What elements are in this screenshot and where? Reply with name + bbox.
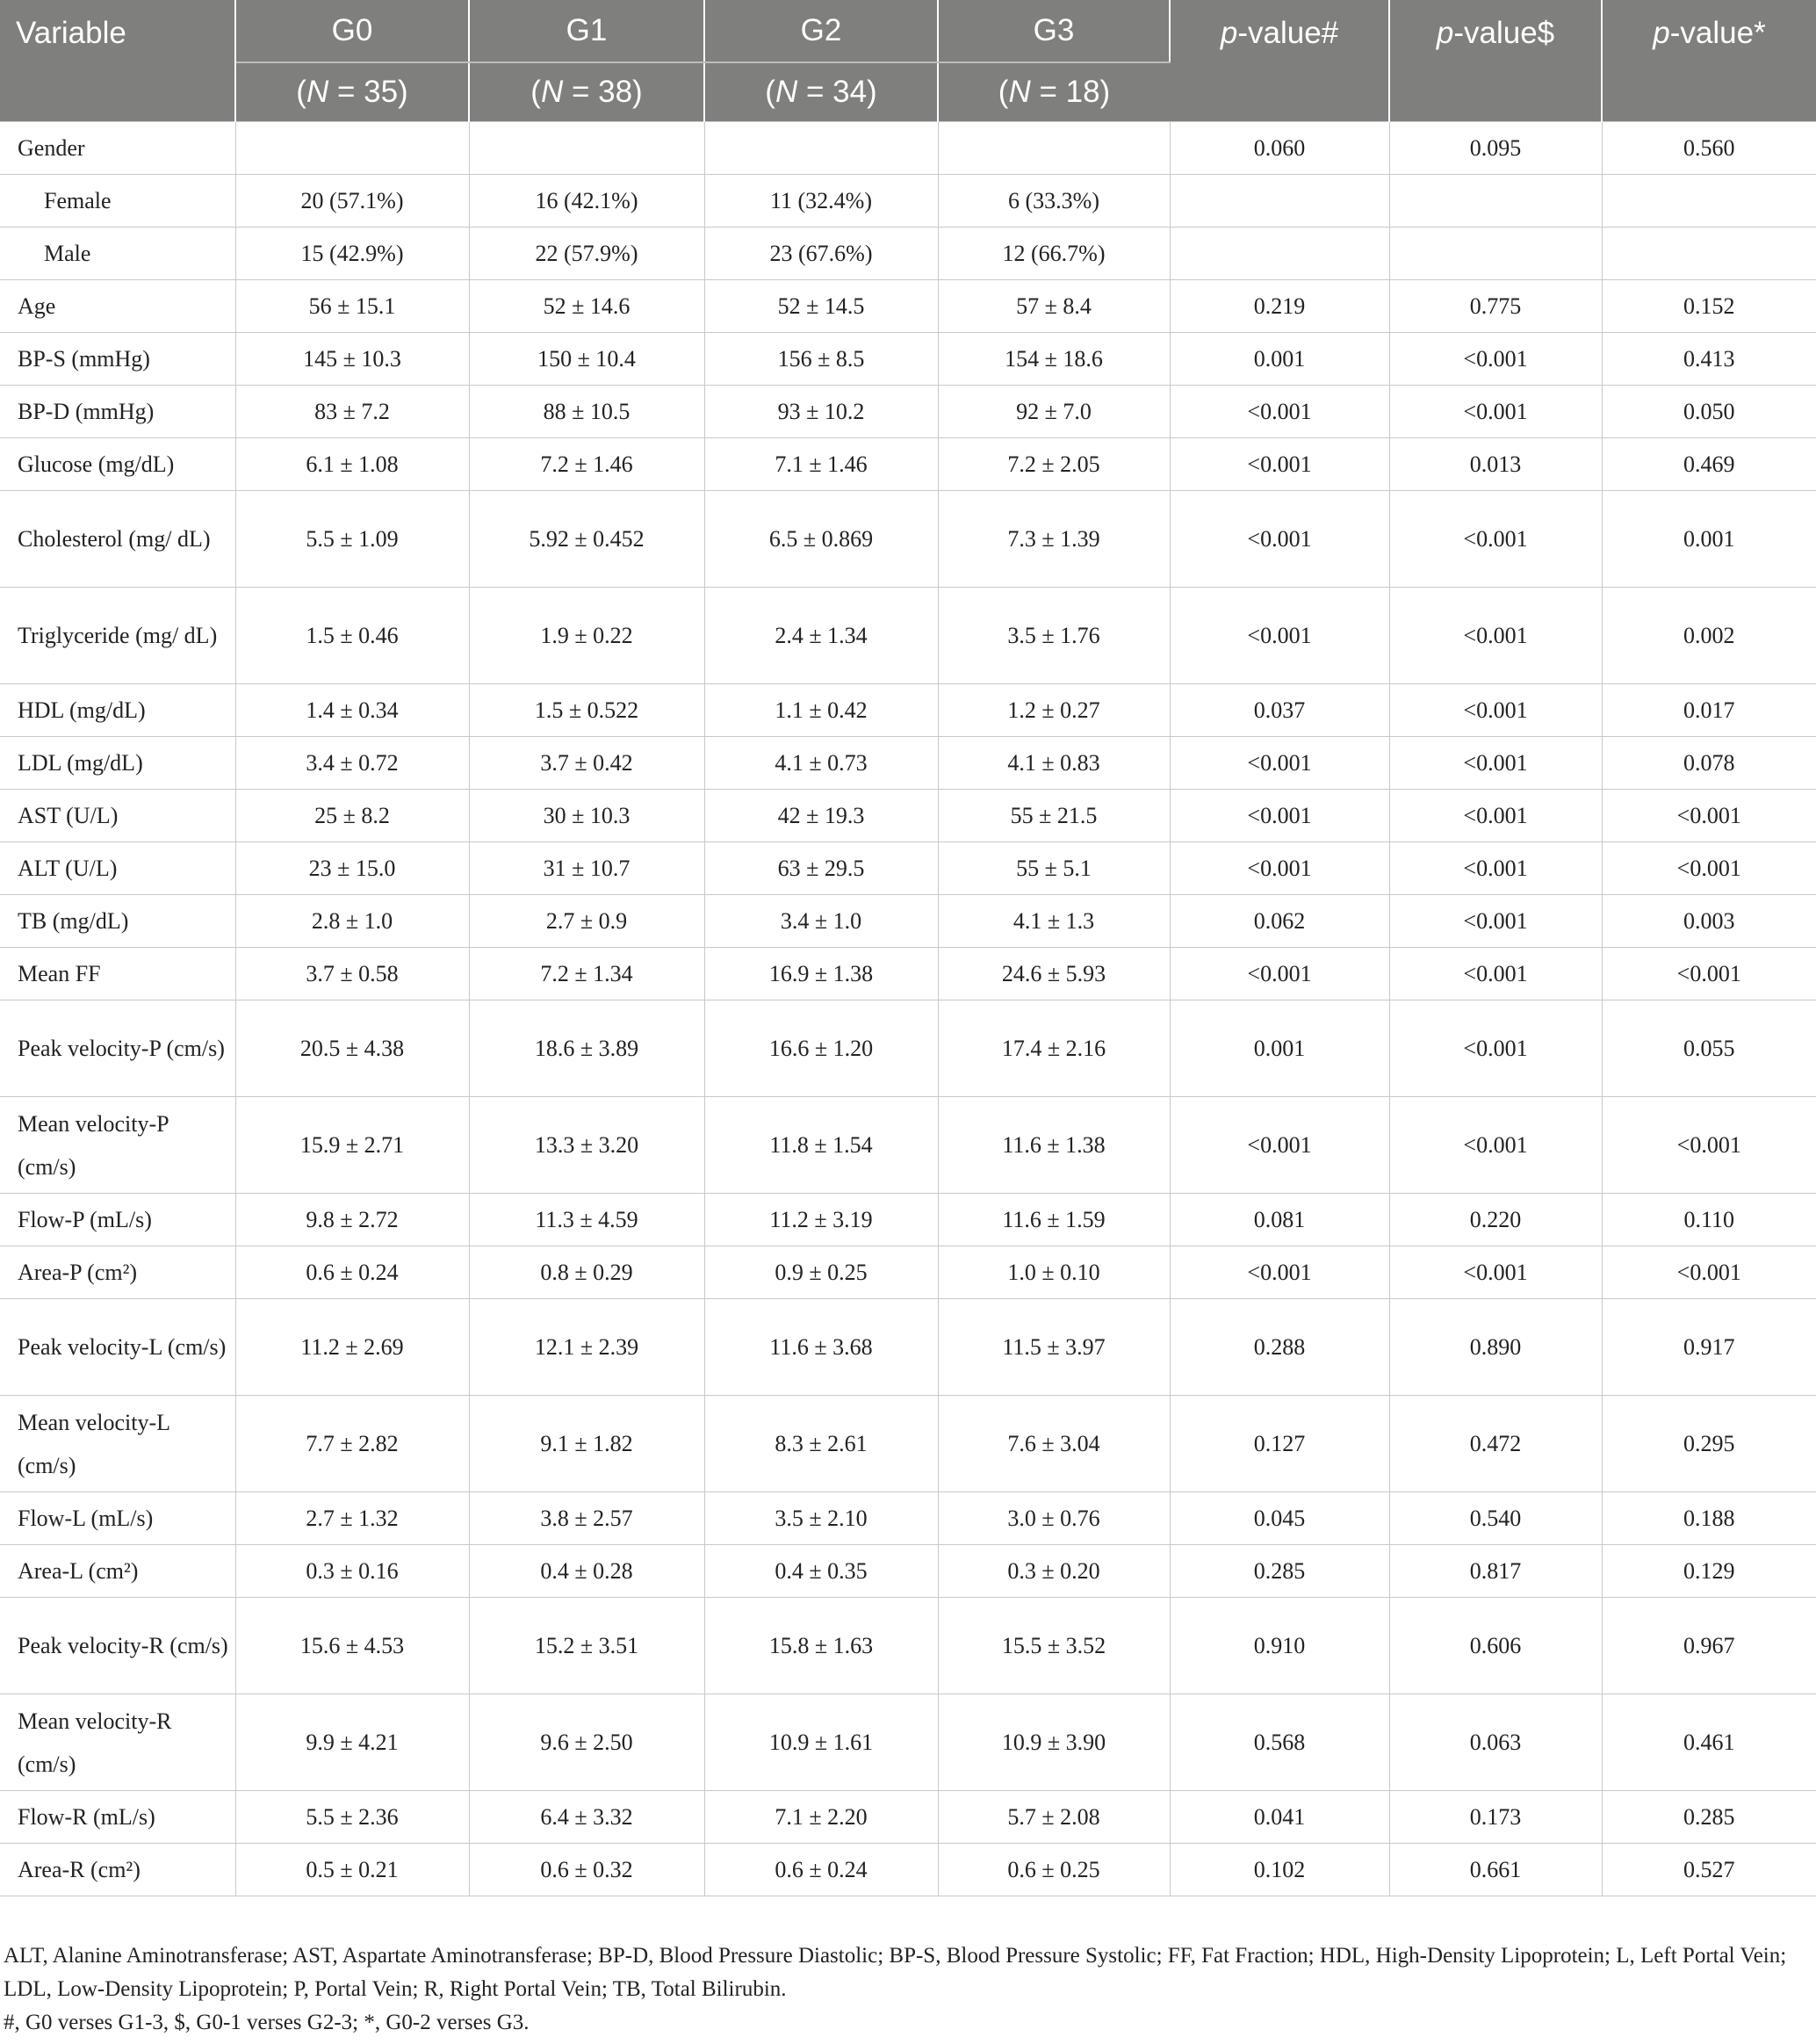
table-row	[0, 1299, 1816, 1396]
cell-g3: 57 ± 8.4	[938, 280, 1170, 333]
header-n-g3	[938, 62, 1170, 122]
row-label: Peak velocity-P (cm/s)	[0, 1000, 235, 1097]
cell-pvalue-hash: 0.060	[1170, 122, 1389, 175]
cell-g1: 7.2 ± 1.34	[469, 948, 704, 1000]
row-label: LDL (mg/dL)	[0, 737, 235, 790]
cell-g1: 5.92 ± 0.452	[469, 491, 704, 588]
cell-g3: 17.4 ± 2.16	[938, 1000, 1170, 1097]
table-row	[0, 1545, 1816, 1598]
cell-g1: 15.2 ± 3.51	[469, 1598, 704, 1694]
cell-g3: 1.0 ± 0.10	[938, 1246, 1170, 1299]
cell-pvalue-star: 0.110	[1602, 1194, 1816, 1246]
cell-g0: 0.3 ± 0.16	[235, 1545, 469, 1598]
cell-g2: 6.5 ± 0.869	[704, 491, 938, 588]
table-row	[0, 1694, 1816, 1791]
header-pvalue-p: p	[1436, 16, 1454, 50]
cell-g2: 0.4 ± 0.35	[704, 1545, 938, 1598]
cell-pvalue-dollar: <0.001	[1389, 895, 1602, 948]
cell-g2: 15.8 ± 1.63	[704, 1598, 938, 1694]
row-label: BP-S (mmHg)	[0, 333, 235, 386]
cell-g2: 2.4 ± 1.34	[704, 588, 938, 684]
cell-g0: 20 (57.1%)	[235, 175, 469, 228]
cell-g3: 7.6 ± 3.04	[938, 1396, 1170, 1492]
header-pvalue-rest: -value*	[1669, 16, 1766, 50]
cell-pvalue-star: 0.050	[1602, 386, 1816, 438]
header-pvalue-rest: -value#	[1237, 16, 1339, 50]
table-row	[0, 1000, 1816, 1097]
row-label: Peak velocity-L (cm/s)	[0, 1299, 235, 1396]
table-body	[0, 122, 1816, 1896]
cell-pvalue-star: 0.188	[1602, 1492, 1816, 1545]
cell-g0: 23 ± 15.0	[235, 842, 469, 895]
cell-g2: 7.1 ± 2.20	[704, 1791, 938, 1844]
cell-pvalue-hash: <0.001	[1170, 737, 1389, 790]
cell-g3: 11.6 ± 1.59	[938, 1194, 1170, 1246]
cell-g1: 11.3 ± 4.59	[469, 1194, 704, 1246]
table-row	[0, 588, 1816, 684]
header-group-g1: G1	[469, 0, 704, 62]
cell-pvalue-dollar: <0.001	[1389, 1097, 1602, 1194]
cell-g3: 6 (33.3%)	[938, 175, 1170, 228]
cell-g3: 7.3 ± 1.39	[938, 491, 1170, 588]
cell-g1: 0.4 ± 0.28	[469, 1545, 704, 1598]
n-value: = 18)	[1030, 75, 1111, 109]
cell-pvalue-hash: 0.568	[1170, 1694, 1389, 1791]
cell-g2: 11.2 ± 3.19	[704, 1194, 938, 1246]
cell-g2: 0.6 ± 0.24	[704, 1844, 938, 1896]
row-label: Mean velocity-R (cm/s)	[0, 1694, 235, 1791]
cell-g3: 5.7 ± 2.08	[938, 1791, 1170, 1844]
n-value: = 35)	[328, 75, 408, 109]
cell-g2: 0.9 ± 0.25	[704, 1246, 938, 1299]
cell-g0: 83 ± 7.2	[235, 386, 469, 438]
header-n-g2	[704, 62, 938, 122]
row-label: Cholesterol (mg/ dL)	[0, 491, 235, 588]
cell-pvalue-hash: 0.081	[1170, 1194, 1389, 1246]
cell-g1	[469, 122, 704, 175]
cell-pvalue-star: 0.078	[1602, 737, 1816, 790]
cell-pvalue-star	[1602, 228, 1816, 280]
cell-pvalue-hash: 0.041	[1170, 1791, 1389, 1844]
cell-g1: 13.3 ± 3.20	[469, 1097, 704, 1194]
cell-pvalue-dollar: 0.095	[1389, 122, 1602, 175]
cell-g1: 52 ± 14.6	[469, 280, 704, 333]
cell-g2	[704, 122, 938, 175]
cell-g3: 1.2 ± 0.27	[938, 684, 1170, 737]
cell-pvalue-hash: <0.001	[1170, 948, 1389, 1000]
cell-pvalue-hash: 0.285	[1170, 1545, 1389, 1598]
cell-g0: 0.5 ± 0.21	[235, 1844, 469, 1896]
cell-g2: 3.5 ± 2.10	[704, 1492, 938, 1545]
cell-g3: 55 ± 21.5	[938, 790, 1170, 842]
cell-g1: 150 ± 10.4	[469, 333, 704, 386]
header-variable: Variable	[0, 0, 235, 122]
header-pvalue-rest: -value$	[1453, 16, 1555, 50]
row-label: TB (mg/dL)	[0, 895, 235, 948]
cell-pvalue-dollar: 0.890	[1389, 1299, 1602, 1396]
n-prefix: (	[765, 75, 775, 109]
table-footnotes	[4, 1939, 1812, 2040]
cell-g0: 9.8 ± 2.72	[235, 1194, 469, 1246]
cell-g1: 30 ± 10.3	[469, 790, 704, 842]
cell-pvalue-star: 0.413	[1602, 333, 1816, 386]
cell-g3: 11.6 ± 1.38	[938, 1097, 1170, 1194]
table-row	[0, 175, 1816, 228]
cell-pvalue-star: 0.017	[1602, 684, 1816, 737]
cell-pvalue-dollar: 0.661	[1389, 1844, 1602, 1896]
cell-g0: 9.9 ± 4.21	[235, 1694, 469, 1791]
cell-g2: 1.1 ± 0.42	[704, 684, 938, 737]
cell-pvalue-star: 0.055	[1602, 1000, 1816, 1097]
cell-pvalue-star: 0.295	[1602, 1396, 1816, 1492]
cell-pvalue-dollar: <0.001	[1389, 1000, 1602, 1097]
cell-g2: 42 ± 19.3	[704, 790, 938, 842]
table-row	[0, 895, 1816, 948]
cell-g0: 11.2 ± 2.69	[235, 1299, 469, 1396]
cell-g0: 25 ± 8.2	[235, 790, 469, 842]
n-letter: N	[775, 75, 798, 109]
header-n-g1	[469, 62, 704, 122]
cell-pvalue-dollar: <0.001	[1389, 1246, 1602, 1299]
table-row	[0, 438, 1816, 491]
table-row	[0, 1396, 1816, 1492]
table-row	[0, 1246, 1816, 1299]
n-value: = 34)	[797, 75, 877, 109]
cell-pvalue-hash: <0.001	[1170, 1097, 1389, 1194]
table-row	[0, 684, 1816, 737]
cell-pvalue-dollar: <0.001	[1389, 333, 1602, 386]
cell-g2: 11.6 ± 3.68	[704, 1299, 938, 1396]
cell-pvalue-dollar: <0.001	[1389, 684, 1602, 737]
cell-g0: 2.7 ± 1.32	[235, 1492, 469, 1545]
cell-g3: 12 (66.7%)	[938, 228, 1170, 280]
cell-pvalue-star: 0.003	[1602, 895, 1816, 948]
cell-g2: 93 ± 10.2	[704, 386, 938, 438]
table-row	[0, 1492, 1816, 1545]
cell-pvalue-star: 0.285	[1602, 1791, 1816, 1844]
row-label: AST (U/L)	[0, 790, 235, 842]
cell-pvalue-star: <0.001	[1602, 790, 1816, 842]
cell-g2: 63 ± 29.5	[704, 842, 938, 895]
cell-g3: 3.5 ± 1.76	[938, 588, 1170, 684]
table-row	[0, 790, 1816, 842]
cell-g0: 56 ± 15.1	[235, 280, 469, 333]
cell-g1: 1.5 ± 0.522	[469, 684, 704, 737]
cell-pvalue-hash: 0.288	[1170, 1299, 1389, 1396]
cell-pvalue-star: 0.469	[1602, 438, 1816, 491]
cell-pvalue-dollar	[1389, 228, 1602, 280]
cell-g3	[938, 122, 1170, 175]
table-row	[0, 737, 1816, 790]
cell-g1: 88 ± 10.5	[469, 386, 704, 438]
n-prefix: (	[998, 75, 1009, 109]
cell-g0: 15 (42.9%)	[235, 228, 469, 280]
cell-g2: 4.1 ± 0.73	[704, 737, 938, 790]
table-row	[0, 386, 1816, 438]
cell-pvalue-dollar: <0.001	[1389, 842, 1602, 895]
cell-pvalue-hash: <0.001	[1170, 842, 1389, 895]
cell-g2: 3.4 ± 1.0	[704, 895, 938, 948]
cell-g1: 9.1 ± 1.82	[469, 1396, 704, 1492]
cell-pvalue-star: 0.461	[1602, 1694, 1816, 1791]
cell-pvalue-hash: 0.062	[1170, 895, 1389, 948]
cell-g0: 15.9 ± 2.71	[235, 1097, 469, 1194]
cell-pvalue-dollar: 0.606	[1389, 1598, 1602, 1694]
cell-g2: 16.9 ± 1.38	[704, 948, 938, 1000]
header-pvalue-hash	[1170, 0, 1389, 122]
cell-g1: 0.8 ± 0.29	[469, 1246, 704, 1299]
cell-g3: 0.6 ± 0.25	[938, 1844, 1170, 1896]
cell-pvalue-dollar: 0.220	[1389, 1194, 1602, 1246]
header-pvalue-star	[1602, 0, 1816, 122]
cell-pvalue-dollar: <0.001	[1389, 948, 1602, 1000]
cell-g0	[235, 122, 469, 175]
cell-pvalue-star: 0.001	[1602, 491, 1816, 588]
cell-g2: 11 (32.4%)	[704, 175, 938, 228]
cell-g1: 3.8 ± 2.57	[469, 1492, 704, 1545]
cell-g2: 8.3 ± 2.61	[704, 1396, 938, 1492]
n-letter: N	[540, 75, 564, 109]
cell-pvalue-star: <0.001	[1602, 948, 1816, 1000]
header-pvalue-p: p	[1653, 16, 1670, 50]
header-group-g0: G0	[235, 0, 469, 62]
n-letter: N	[306, 75, 329, 109]
cell-pvalue-dollar: 0.472	[1389, 1396, 1602, 1492]
row-label: Mean velocity-P (cm/s)	[0, 1097, 235, 1194]
cell-pvalue-hash: <0.001	[1170, 438, 1389, 491]
table-header	[0, 0, 1816, 122]
row-label: Gender	[0, 122, 235, 175]
table-row	[0, 333, 1816, 386]
table-row	[0, 491, 1816, 588]
cell-pvalue-dollar	[1389, 175, 1602, 228]
row-label: Glucose (mg/dL)	[0, 438, 235, 491]
cell-pvalue-star: 0.152	[1602, 280, 1816, 333]
cell-g3: 154 ± 18.6	[938, 333, 1170, 386]
cell-pvalue-hash: <0.001	[1170, 1246, 1389, 1299]
cell-g2: 10.9 ± 1.61	[704, 1694, 938, 1791]
cell-g0: 3.7 ± 0.58	[235, 948, 469, 1000]
n-value: = 38)	[563, 75, 643, 109]
cell-g3: 4.1 ± 0.83	[938, 737, 1170, 790]
row-label: Female	[0, 175, 235, 228]
table-row	[0, 280, 1816, 333]
cell-g2: 16.6 ± 1.20	[704, 1000, 938, 1097]
cell-pvalue-hash: 0.001	[1170, 333, 1389, 386]
cell-pvalue-dollar: 0.540	[1389, 1492, 1602, 1545]
cell-g2: 23 (67.6%)	[704, 228, 938, 280]
cell-g0: 1.4 ± 0.34	[235, 684, 469, 737]
cell-g1: 18.6 ± 3.89	[469, 1000, 704, 1097]
row-label: Mean FF	[0, 948, 235, 1000]
cell-g0: 0.6 ± 0.24	[235, 1246, 469, 1299]
row-label: Area-L (cm²)	[0, 1545, 235, 1598]
cell-g3: 11.5 ± 3.97	[938, 1299, 1170, 1396]
row-label: Mean velocity-L (cm/s)	[0, 1396, 235, 1492]
table-row	[0, 1598, 1816, 1694]
cell-pvalue-hash: 0.219	[1170, 280, 1389, 333]
cell-g1: 7.2 ± 1.46	[469, 438, 704, 491]
cell-g3: 0.3 ± 0.20	[938, 1545, 1170, 1598]
cell-pvalue-star: <0.001	[1602, 1246, 1816, 1299]
cell-pvalue-star: <0.001	[1602, 1097, 1816, 1194]
row-label: Triglyceride (mg/ dL)	[0, 588, 235, 684]
cell-g2: 156 ± 8.5	[704, 333, 938, 386]
cell-pvalue-hash: <0.001	[1170, 588, 1389, 684]
header-n-g0	[235, 62, 469, 122]
table-row	[0, 1194, 1816, 1246]
table-row	[0, 842, 1816, 895]
cell-pvalue-dollar: <0.001	[1389, 790, 1602, 842]
cell-g1: 6.4 ± 3.32	[469, 1791, 704, 1844]
row-label: Male	[0, 228, 235, 280]
row-label: HDL (mg/dL)	[0, 684, 235, 737]
cell-g1: 12.1 ± 2.39	[469, 1299, 704, 1396]
cell-pvalue-hash: 0.001	[1170, 1000, 1389, 1097]
table-row	[0, 948, 1816, 1000]
cell-pvalue-hash	[1170, 228, 1389, 280]
cell-g0: 5.5 ± 2.36	[235, 1791, 469, 1844]
cell-pvalue-hash: 0.127	[1170, 1396, 1389, 1492]
cell-g1: 3.7 ± 0.42	[469, 737, 704, 790]
table-row	[0, 1844, 1816, 1896]
header-group-g2: G2	[704, 0, 938, 62]
cell-pvalue-hash: 0.045	[1170, 1492, 1389, 1545]
cell-g1: 1.9 ± 0.22	[469, 588, 704, 684]
table-row	[0, 228, 1816, 280]
cell-g3: 55 ± 5.1	[938, 842, 1170, 895]
cell-pvalue-star: 0.002	[1602, 588, 1816, 684]
cell-pvalue-star: 0.129	[1602, 1545, 1816, 1598]
table-row	[0, 1097, 1816, 1194]
cell-g0: 5.5 ± 1.09	[235, 491, 469, 588]
cell-pvalue-dollar: 0.775	[1389, 280, 1602, 333]
cell-g0: 20.5 ± 4.38	[235, 1000, 469, 1097]
table-row	[0, 122, 1816, 175]
footnote-abbreviations: ALT, Alanine Aminotransferase; AST, Aspartate Aminotransferase; BP-D, Blood Pressure Diastolic; BP-S, Blood Pressure Systolic; FF, Fat Fraction; HDL, High-Density Lipoprotein; L, Left Portal Vein; LDL, Low-Density Lipoprotein; P, Portal Vein; R, Right Portal Vein; TB, Total Bilirubin.	[4, 1944, 1787, 2001]
row-label: Area-P (cm²)	[0, 1246, 235, 1299]
cell-g1: 22 (57.9%)	[469, 228, 704, 280]
cell-g0: 15.6 ± 4.53	[235, 1598, 469, 1694]
cell-g3: 24.6 ± 5.93	[938, 948, 1170, 1000]
header-group-g3: G3	[938, 0, 1170, 62]
cell-pvalue-dollar: 0.173	[1389, 1791, 1602, 1844]
row-label: BP-D (mmHg)	[0, 386, 235, 438]
cell-g3: 92 ± 7.0	[938, 386, 1170, 438]
cell-pvalue-hash: 0.910	[1170, 1598, 1389, 1694]
row-label: Age	[0, 280, 235, 333]
cell-g3: 4.1 ± 1.3	[938, 895, 1170, 948]
cell-pvalue-dollar: <0.001	[1389, 386, 1602, 438]
cell-pvalue-star: <0.001	[1602, 842, 1816, 895]
cell-g0: 7.7 ± 2.82	[235, 1396, 469, 1492]
cell-g2: 7.1 ± 1.46	[704, 438, 938, 491]
cell-g3: 15.5 ± 3.52	[938, 1598, 1170, 1694]
cell-g0: 6.1 ± 1.08	[235, 438, 469, 491]
n-prefix: (	[296, 75, 306, 109]
cell-g1: 0.6 ± 0.32	[469, 1844, 704, 1896]
cell-pvalue-hash: <0.001	[1170, 386, 1389, 438]
cell-g1: 16 (42.1%)	[469, 175, 704, 228]
cell-pvalue-dollar: <0.001	[1389, 737, 1602, 790]
cell-g0: 2.8 ± 1.0	[235, 895, 469, 948]
row-label: Flow-P (mL/s)	[0, 1194, 235, 1246]
cell-g1: 9.6 ± 2.50	[469, 1694, 704, 1791]
cell-pvalue-hash: <0.001	[1170, 491, 1389, 588]
n-prefix: (	[530, 75, 541, 109]
cell-g1: 2.7 ± 0.9	[469, 895, 704, 948]
cell-pvalue-star: 0.917	[1602, 1299, 1816, 1396]
row-label: Flow-L (mL/s)	[0, 1492, 235, 1545]
cell-pvalue-hash: 0.102	[1170, 1844, 1389, 1896]
cell-pvalue-hash: 0.037	[1170, 684, 1389, 737]
cell-pvalue-hash: <0.001	[1170, 790, 1389, 842]
cell-g2: 52 ± 14.5	[704, 280, 938, 333]
row-label: Peak velocity-R (cm/s)	[0, 1598, 235, 1694]
row-label: ALT (U/L)	[0, 842, 235, 895]
cell-g3: 10.9 ± 3.90	[938, 1694, 1170, 1791]
cell-g0: 1.5 ± 0.46	[235, 588, 469, 684]
table-row	[0, 1791, 1816, 1844]
cell-pvalue-dollar: 0.817	[1389, 1545, 1602, 1598]
row-label: Area-R (cm²)	[0, 1844, 235, 1896]
cell-g0: 145 ± 10.3	[235, 333, 469, 386]
footnote-symbols: #, G0 verses G1-3, $, G0-1 verses G2-3; *, G0-2 verses G3.	[4, 2011, 530, 2034]
cell-pvalue-dollar: <0.001	[1389, 491, 1602, 588]
cell-pvalue-dollar: <0.001	[1389, 588, 1602, 684]
cell-pvalue-star: 0.560	[1602, 122, 1816, 175]
cell-pvalue-star: 0.527	[1602, 1844, 1816, 1896]
cell-pvalue-star	[1602, 175, 1816, 228]
cell-pvalue-dollar: 0.013	[1389, 438, 1602, 491]
cell-pvalue-star: 0.967	[1602, 1598, 1816, 1694]
cell-pvalue-dollar: 0.063	[1389, 1694, 1602, 1791]
cell-g0: 3.4 ± 0.72	[235, 737, 469, 790]
cell-pvalue-hash	[1170, 175, 1389, 228]
cell-g1: 31 ± 10.7	[469, 842, 704, 895]
n-letter: N	[1008, 75, 1031, 109]
header-pvalue-dollar	[1389, 0, 1602, 122]
header-pvalue-p: p	[1220, 16, 1238, 50]
cell-g3: 3.0 ± 0.76	[938, 1492, 1170, 1545]
cell-g2: 11.8 ± 1.54	[704, 1097, 938, 1194]
cell-g3: 7.2 ± 2.05	[938, 438, 1170, 491]
row-label: Flow-R (mL/s)	[0, 1791, 235, 1844]
